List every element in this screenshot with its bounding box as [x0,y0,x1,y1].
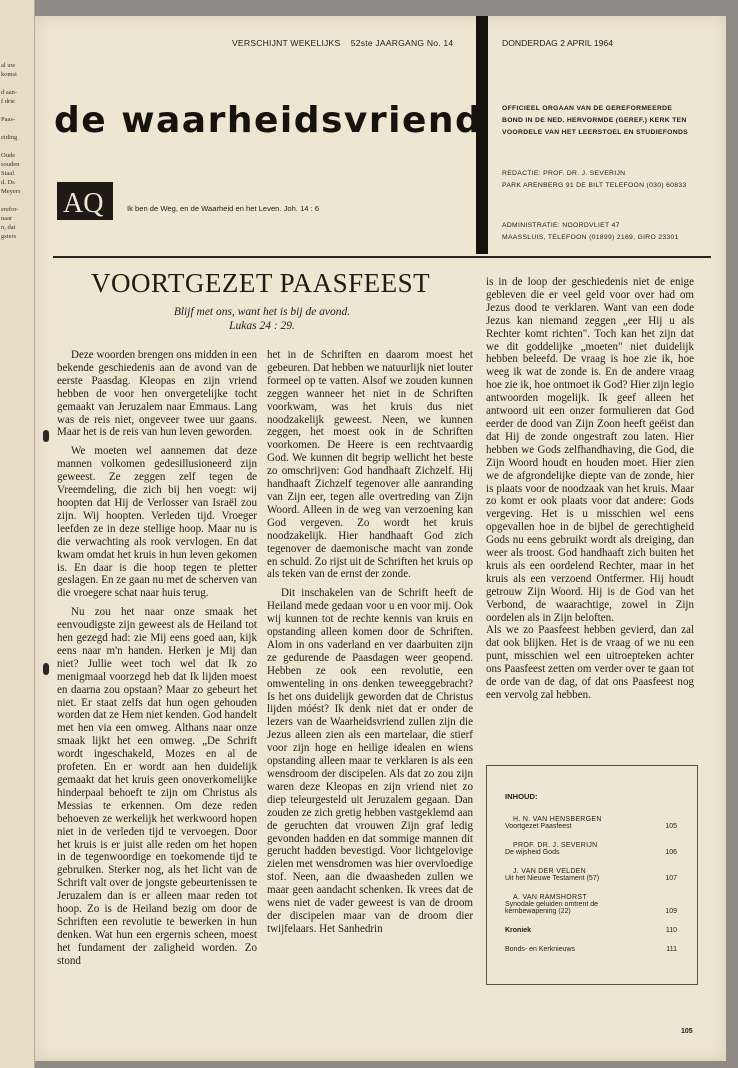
paragraph: is in de loop der geschiedenis niet de enige gebleven die er veel geld voor over had om Jezus dood te verklaren. Want van een dode Jezus kan niemand zeggen „eer Hij u als Rechter komt richten". Toch kan het zijn dat we dit goddelijke „moeten" niet duidelijk hebben beleefd. De vraag is hoe zie ik, hoe weeg ik wat de zonde is. En de andere vraag hoe zie ik, hoe ontmoet ik God? Hier zijn legio antwoorden mogelijk. Ik geef alleen het antwoord uit een onzer formulieren dat God eerder de dood van Zijn Zoon heeft geëist dan dat Hij de zonde ongestraft zou laten. Hier hebben we Gods zelfhandhaving, die God, die Zijn Woord houdt en houden moet. Hier zien we de afgrondelijke diepte van de zonde, hier is plaats voor de noodzaak van het kruis. Maar zo komt er ook plaats voor dat andere: Gods vergeving. Het is u misschien wel eens opgevallen hoe in de bijbel de gerechtigheid Gods nu eens gebruikt wordt als dreiging, dan weer als troost. God handhaaft zich buiten het kruis als een oordelend Rechter, maar in het kruis als een verzoend Ontfermer. Hij houdt getrouw Zijn Woord. Hij is de God van het Verbond, de waarachtige, zowel in Zijn oordelen als in Zijn beloften. [486,276,694,624]
article-headline: VOORTGEZET PAASFEEST [91,268,431,298]
toc-entry-title: Synodale geluiden omtrent de [505,901,599,908]
toc-page: 105 [665,823,677,830]
paragraph: Dit inschakelen van de Schrift heeft de Heiland mede gedaan voor u en voor mij. Ook wij kunnen tot de rechte kennis van kruis en opstanding alleen komen door de Schriften. Alom in ons vaderland en ver daarbuiten zijn ze gedurende de Paasdagen weer geopend. Hebben ze ook een revolutie, een omwenteling in ons denken teweeggebracht? Is het ons duidelijk geworden dat de Christus lijden móést? Ik denk niet dat er onder de lezers van de Waarheidsvriend zullen zijn die Jezus alleen zien als een martelaar, die stierf voor zijn hoge en heilige idealen en wiens opstanding alleen maar te verklaren is als een wensdroom der discipelen. Als dat zo zou zijn waren deze Kleopas en zijn vriend niet zo diep teleurgesteld uit Jeruzalem gegaan. Dan zouden ze zich gretig hebben vastgeklemd aan de geruchten dat vrouwen Zijn graf ledig gevonden hadden en dat sommige mannen dit gerucht hadden bevestigd. Voor lichtgelovige zielen met wensdromen was hier overvloedige stof. Neen, aan die dwaasheden zullen we maar geen aandacht schenken. Ik vrees dat de wens niet de vader geweest is van de droom der discipelen maar van de droom dier twijfelaars. Het Sanhedrin [267,587,473,935]
previous-page-fragment: eiding [1,134,18,141]
masthead-rule [53,256,711,258]
administratie-line: ADMINISTRATIE: NOORDVLIET 47 [502,222,620,229]
toc-title: INHOUD: [505,792,538,801]
previous-page-fragment: al uw [1,62,16,69]
redactie-line: PARK ARENBERG 91 DE BILT TELEFOON (030) 60833 [502,182,687,189]
organ-line: VOORDELE VAN HET LEERSTOEL EN STUDIEFONDS [502,129,689,136]
motto: Ik ben de Weg, en de Waarheid en het Leven. Joh. 14 : 6 [127,204,320,213]
binding-hole-mark [43,430,49,442]
paragraph: We moeten wel aannemen dat deze mannen volkomen gedesillusioneerd zijn geweest. Ze zeggen zelf tegen de Vreemdeling, die zich bij hen voegt: wij hoopten dat Hij de Verlosser van Israël zou zijn. Wij hoopten. Verleden tijd. Vroeger leefden ze in deze stellige hoop. Maar nu is die verwachting als rook vervlogen. En dat kwam omdat het kruis in hun leven gekomen is. En daar is die hoop tegen te pletter geslagen. En ze gaan nu met de scherven van die vroegere schat naar huis terug. [57,445,257,600]
organ-description [502,103,688,139]
previous-page-fragment: naar [1,215,13,222]
toc-entry-title: Uit het Nieuwe Testament (57) [505,875,600,882]
publication-title: de waarheidsvriend [54,100,483,141]
aq-logo [57,182,113,220]
previous-page-fragment: komst [1,71,17,78]
toc-author: H. N. VAN HENSBERGEN [513,816,602,823]
previous-page-fragment: Paas- [1,116,16,123]
toc-entry [505,894,677,915]
paragraph: het in de Schriften en daarom moest het gebeuren. Dat hebben we natuurlijk niet louter formeel op te vatten. Alsof we zouden kunnen zeggen wanneer het niet in de Schriften voorkwam, was het kruis dus niet noodzakelijk geweest. Neen, we kunnen zeggen, het moest ook in de Schriften voorkomen. De Heere is een rechtvaardig God. We kunnen dit begrip wellicht het beste zo omschrijven: God handhaaft Zichzelf. Hij handhaaft Zichzelf tegenover alle aanranding van Zijn eer, tegen alle overtreding van Zijn Woord. Alleen in de weg van verzoening kan God vergeven. Zo wordt het kruis noodzakelijk. Hier handhaaft God zich tegenover de daemonische macht van zonde en schuld. Zo rijst uit de Schriften het kruis op als teken van de ernst der zonde. [267,349,473,581]
toc-entry-title: Kroniek [505,927,532,934]
volume-label: 52ste JAARGANG No. 14 [350,38,454,48]
table-of-contents [486,765,698,985]
toc-author: PROF. DR. J. SEVERIJN [513,842,598,849]
toc-page: 107 [665,875,677,882]
toc-author: J. VAN DER VELDEN [513,868,587,875]
article-column-2 [267,349,473,936]
paragraph: Deze woorden brengen ons midden in een bekende geschiedenis aan de avond van de eerste Paasdag. Kleopas en zijn vriend hebben de voor hen onvergetelijke tocht gemaakt van Jeruzalem naar Emmaus. Lang was de reis niet, ongeveer twee uur gaans. Maar het is de reis van hun leven geworden. [57,349,257,439]
article-column-3 [486,276,694,702]
previous-page-fragment: d. Ds [1,179,15,186]
toc-entry [505,927,677,934]
toc-entry [505,946,677,953]
toc-entry-title: De wijsheid Gods [505,849,560,856]
binding-hole-mark [43,663,49,675]
administratie-info [502,220,679,244]
frequency-label: VERSCHIJNT WEKELIJKS [232,38,341,48]
issue-date: DONDERDAG 2 APRIL 1964 [502,38,613,48]
subtitle-line: Blijf met ons, want het is bij de avond. [173,306,351,318]
organ-line: OFFICIEEL ORGAAN VAN DE GEREFORMEERDE [502,105,673,112]
redactie-info [502,168,687,192]
page-number: 105 [681,1028,693,1035]
article-column-1 [57,349,257,968]
previous-page-fragment: souden [1,161,20,168]
previous-page-fragment: erefor- [1,206,19,213]
toc-entry-title: Bonds- en Kerknieuws [505,946,576,953]
toc-page: 106 [665,849,677,856]
previous-page-fragment: n, dat [1,224,16,231]
aq-logo-icon [57,182,113,220]
paragraph: Als we zo Paasfeest hebben gevierd, dan zal dat ook blijken. Het is de vraag of we nu een punt, misschien wel een uitroepteken achter ons Paasfeest zetten om verder over te gaan tot de orde van de dag, of dat ons Paasfeest nog een vervolg zal hebben. [486,624,694,701]
organ-line: BOND IN DE NED. HERVORMDE (GEREF.) KERK TEN [502,117,687,124]
toc-author: A. VAN RAMSHORST [513,894,587,901]
toc-entry-title: kernbewapening (22) [505,908,571,915]
administratie-line: MAASSLUIS, TELEFOON (01899) 2169, GIRO 23301 [502,234,679,241]
previous-page-fragment: Oude [1,152,16,159]
redactie-line: REDACTIE: PROF. DR. J. SEVERIJN [502,170,626,177]
article-subtitle [147,305,377,333]
toc-entry [505,816,677,830]
toc-page: 109 [665,908,677,915]
masthead-top-line [232,38,453,48]
previous-page-fragment: Meyers [1,188,21,195]
toc-entry [505,842,677,856]
toc-entry-title: Voortgezet Paasfeest [505,823,572,830]
newspaper-page [35,16,726,1061]
toc-entry [505,868,677,882]
previous-page-edge [0,0,35,1068]
previous-page-fragment: Staal [1,170,14,177]
logo-text: AQ [63,188,104,219]
paragraph: Nu zou het naar onze smaak het eenvoudigste zijn geweest als de Heiland tot hen gezegd had: zie Mij eens goed aan, kijk eens naar m'n handen. Herken je Mij dan niet? Jullie weet toch wel dat Ik zo menigmaal voorzegd heb dat Ik lijden moest en daarna zou opstaan? Maar zo gebeurt het niet. Er staat zelfs dat hun ogen gehouden worden dat ze Hem niet kenden. God handelt met hen via een omweg. Althans naar onze smaak lijkt het een omweg. „De Schrift wordt ingeschakeld, Mozes en al de profeten. En er wordt aan hen duidelijk gemaakt dat het kruis geen onoverkomelijke hinderpaal behoeft te zijn om Christus als Messias te erkennen. Om deze reden behoeven ze werkelijk het werkwoord hopen niet in de verleden tijd te vervoegen. Door het kruis is er juist alle reden om het hopen in de tegenwoordige en toekomende tijd te gebruiken. Sterker nog, als het licht van de Schrift valt over de jongste gebeurtenissen te Jeruzalem dan is er alleen maar reden tot hoop. Zo is de Heiland bezig om door de Schriften een revolutie te bewerken in hun denken. Wat hun een ergernis scheen, moest het fundament der zaligheid worden. Zo stond [57,606,258,967]
subtitle-line: Lukas 24 : 29. [229,320,295,332]
toc-page: 110 [665,927,677,934]
previous-page-fragment: d aan- [1,89,18,96]
toc-page: 111 [666,946,677,953]
previous-page-fragment: f drie [1,98,15,105]
previous-page-fragment: gsters [1,233,17,240]
